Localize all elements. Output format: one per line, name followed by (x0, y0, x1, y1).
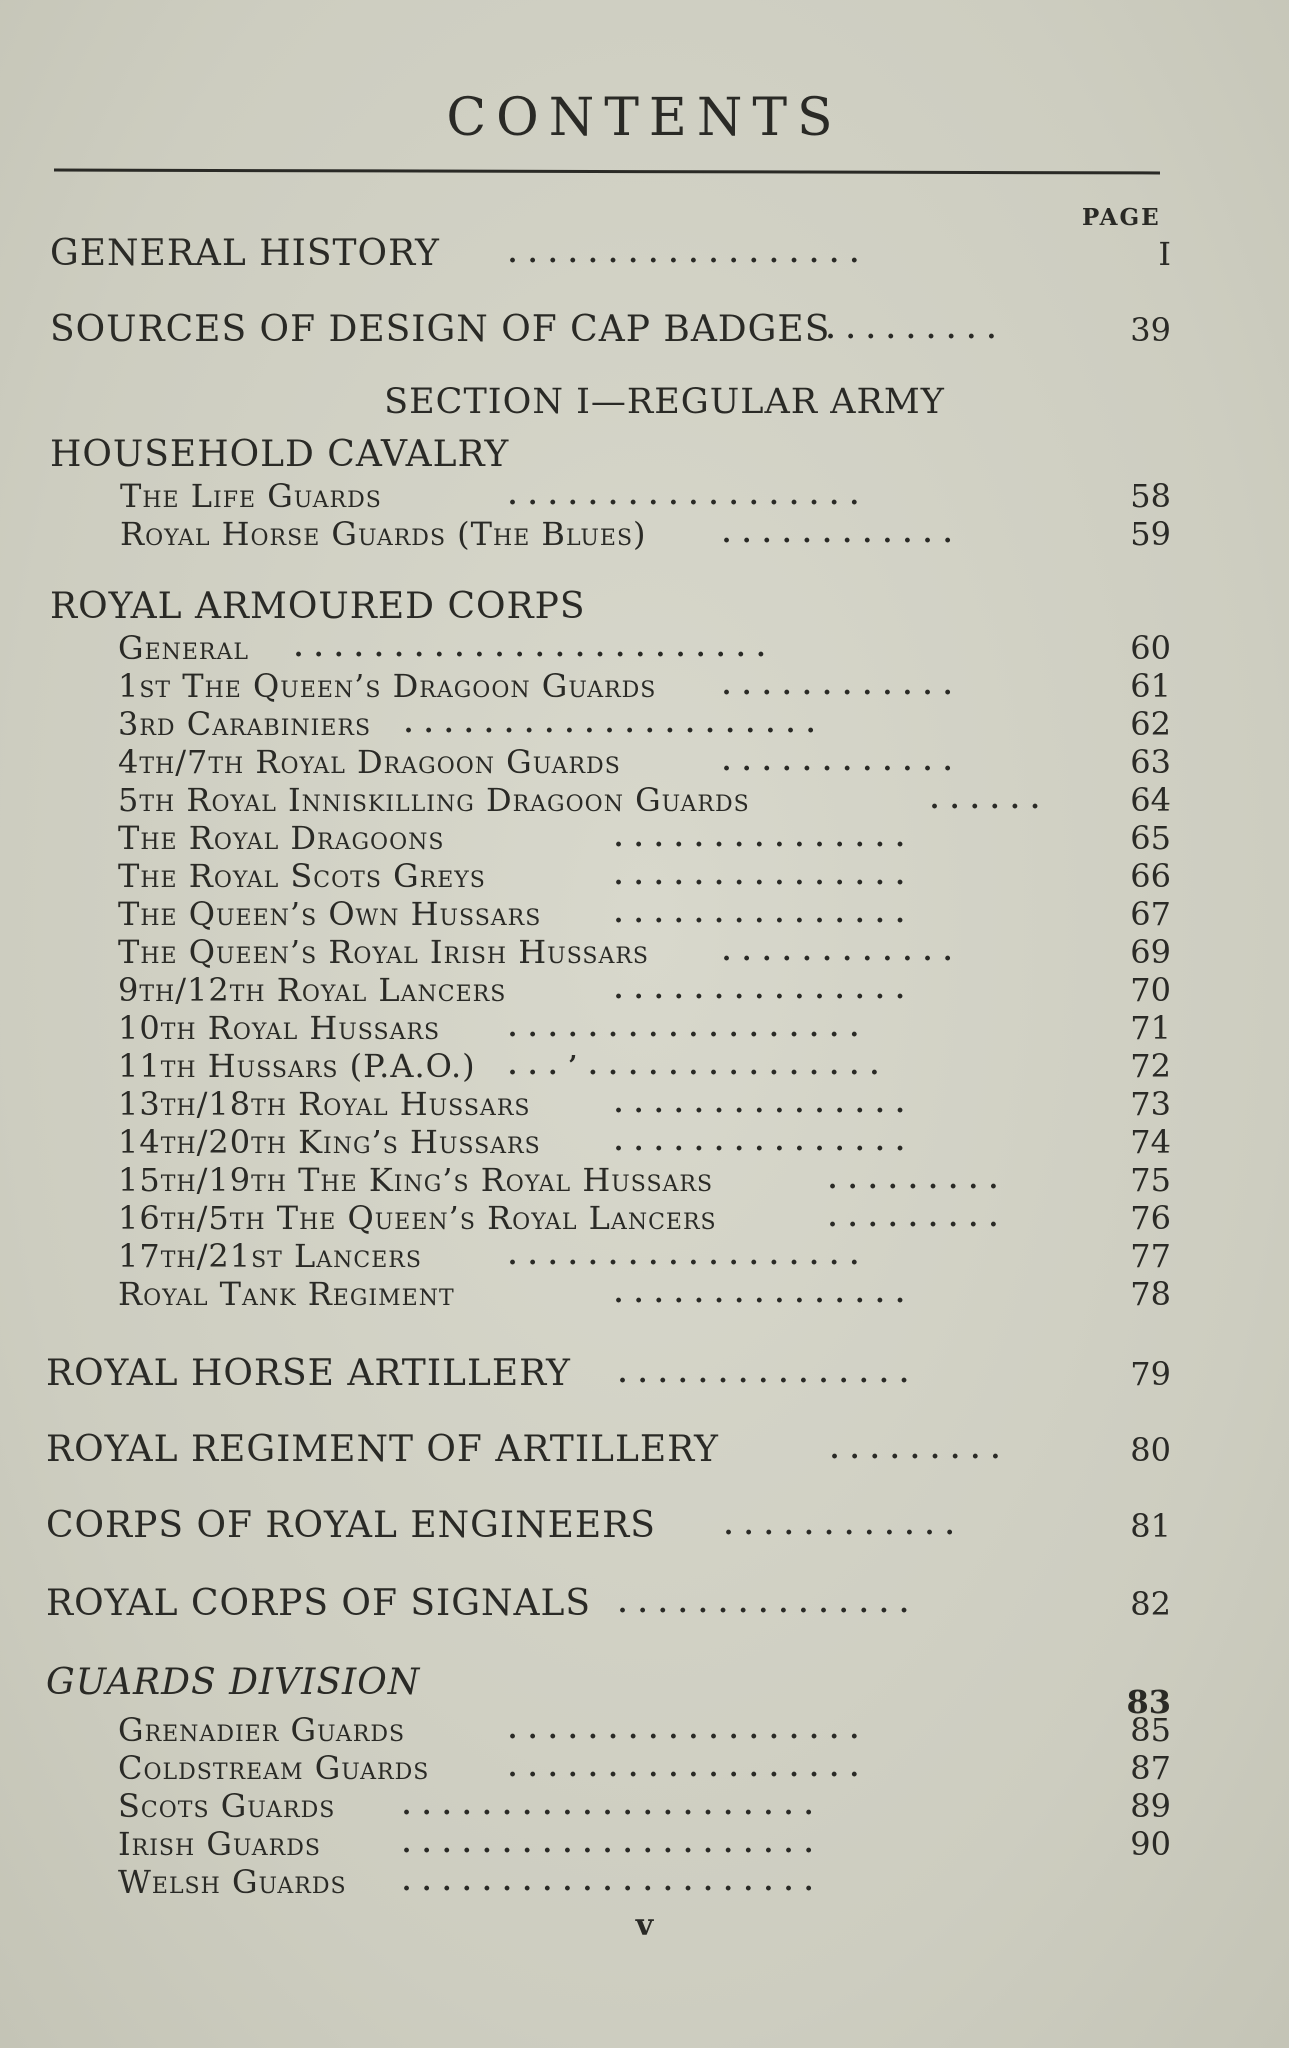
entry-label: 13th/18th Royal Hussars (118, 1085, 531, 1123)
entry-page: 63 (1130, 743, 1171, 781)
entry-label: The Queen’s Royal Irish Hussars (118, 933, 649, 971)
entry-page: 60 (1130, 629, 1171, 667)
entry-label: 11th Hussars (P.A.O.) (118, 1047, 476, 1085)
entry-label: 4th/7th Royal Dragoon Guards (118, 743, 621, 781)
leader-dots: . . . . . . . . . . . . . . . (618, 1589, 910, 1619)
leader-dots: . . . . . . . . . . . . . . . (618, 1359, 910, 1389)
entry-page: 87 (1130, 1749, 1171, 1787)
leader-dots: . . . . . . . . . . . . . . . (614, 1127, 906, 1157)
leader-dots: . . . ’ . . . . . . . . . . . . . . . (508, 1051, 880, 1081)
toc-entry-sources-of-design[interactable] (0, 308, 1289, 352)
entry-page: 90 (1130, 1825, 1171, 1863)
leader-dots: . . . . . . . . . (828, 1203, 999, 1233)
entry-label: 3rd Carabiniers (118, 705, 372, 743)
entry-page: 74 (1130, 1123, 1171, 1161)
leader-dots: . . . . . . . . . . . . . . . (614, 1279, 906, 1309)
entry-label: The Life Guards (120, 477, 382, 515)
toc-entry-royal-corps-of-signals[interactable] (0, 1582, 1289, 1626)
entry-page: 73 (1130, 1085, 1171, 1123)
leader-dots: . . . . . . (930, 785, 1041, 815)
entry-page: 71 (1130, 1009, 1171, 1047)
entry-label: The Queen’s Own Hussars (118, 895, 542, 933)
leader-dots: . . . . . . . . . . . . . . . . . . (508, 239, 860, 269)
leader-dots: . . . . . . . . . . . . . . . . . . . . . (402, 1791, 815, 1821)
section-title: SECTION I—REGULAR ARMY (384, 382, 945, 422)
entry-page: 66 (1130, 857, 1171, 895)
entry-page: 85 (1130, 1711, 1171, 1749)
entry-label: ROYAL REGIMENT OF ARTILLERY (46, 1429, 719, 1470)
group-heading-guards-division: GUARDS DIVISION (46, 1662, 421, 1703)
entry-page: 58 (1130, 477, 1171, 515)
leader-dots: . . . . . . . . . . . . . . . . . . (508, 1753, 860, 1783)
entry-label: CORPS OF ROYAL ENGINEERS (46, 1505, 656, 1546)
leader-dots: . . . . . . . . . . . . (722, 937, 954, 967)
entry-page: 39 (1130, 311, 1171, 349)
entry-page: 67 (1130, 895, 1171, 933)
leader-dots: . . . . . . . . . . . . . . . . . . . . . (402, 1867, 815, 1897)
entry-label: GENERAL HISTORY (50, 233, 440, 274)
toc-entry-royal-horse-artillery[interactable] (0, 1352, 1289, 1396)
entry-label: Irish Guards (118, 1825, 321, 1863)
leader-dots: . . . . . . . . . . . . . . . . . . (508, 1715, 860, 1745)
leader-dots: . . . . . . . . . (828, 1165, 999, 1195)
page-title: CONTENTS (446, 88, 843, 148)
leader-dots: . . . . . . . . . . . . (722, 519, 954, 549)
entry-label: Coldstream Guards (118, 1749, 430, 1787)
entry-label: 10th Royal Hussars (118, 1009, 441, 1047)
entry-page: 78 (1130, 1275, 1171, 1313)
title-rule (54, 169, 1160, 175)
group-heading-royal-armoured-corps: ROYAL ARMOURED CORPS (50, 586, 586, 627)
leader-dots: . . . . . . . . . . . . . . . . . . . . . . . . (294, 633, 767, 663)
entry-label: The Royal Scots Greys (118, 857, 486, 895)
leader-dots: . . . . . . . . . . . . . . . . . . . . . (404, 709, 817, 739)
entry-page: 75 (1130, 1161, 1171, 1199)
entry-page: 82 (1130, 1585, 1171, 1623)
entry-label: 14th/20th King’s Hussars (118, 1123, 541, 1161)
entry-page: 65 (1130, 819, 1171, 857)
entry-page: 76 (1130, 1199, 1171, 1237)
entry-page: 80 (1130, 1431, 1171, 1469)
entry-label: Royal Horse Guards (The Blues) (120, 515, 647, 553)
toc-entry[interactable] (0, 1272, 1289, 1316)
leader-dots: . . . . . . . . . (830, 1435, 1001, 1465)
entry-label: SOURCES OF DESIGN OF CAP BADGES (50, 309, 831, 350)
entry-label: Welsh Guards (118, 1863, 347, 1901)
entry-label: Grenadier Guards (118, 1711, 406, 1749)
leader-dots: . . . . . . . . . . . . . . . . . . . . . (402, 1829, 815, 1859)
entry-page: 59 (1130, 515, 1171, 553)
entry-page: 62 (1130, 705, 1171, 743)
entry-page: 81 (1130, 1507, 1171, 1545)
leader-dots: . . . . . . . . . . . . (724, 1511, 956, 1541)
entry-page: 79 (1130, 1355, 1171, 1393)
entry-label: Royal Tank Regiment (118, 1275, 455, 1313)
entry-label: 16th/5th The Queen’s Royal Lancers (118, 1199, 717, 1237)
entry-page: 89 (1130, 1787, 1171, 1825)
page-folio: v (635, 1908, 654, 1943)
toc-entry-general-history[interactable] (0, 232, 1289, 276)
entry-label: 17th/21st Lancers (118, 1237, 422, 1275)
leader-dots: . . . . . . . . . (826, 315, 997, 345)
page-column-header: PAGE (1082, 204, 1161, 231)
entry-page: 83 (1126, 1683, 1171, 1721)
entry-label: 1st The Queen’s Dragoon Guards (118, 667, 657, 705)
entry-page: 69 (1130, 933, 1171, 971)
toc-entry-corps-of-royal-engineers[interactable] (0, 1504, 1289, 1548)
leader-dots: . . . . . . . . . . . . . . . . . . (508, 1241, 860, 1271)
leader-dots: . . . . . . . . . . . . . . . (614, 975, 906, 1005)
entry-label: ROYAL HORSE ARTILLERY (46, 1353, 571, 1394)
entry-page: 70 (1130, 971, 1171, 1009)
leader-dots: . . . . . . . . . . . . . . . (614, 861, 906, 891)
toc-entry-royal-regiment-of-artillery[interactable] (0, 1428, 1289, 1472)
toc-entry[interactable] (0, 1860, 1289, 1904)
leader-dots: . . . . . . . . . . . . (722, 671, 954, 701)
leader-dots: . . . . . . . . . . . . . . . . . . (508, 481, 860, 511)
entry-label: ROYAL CORPS OF SIGNALS (46, 1583, 592, 1624)
group-heading-household-cavalry: HOUSEHOLD CAVALRY (50, 434, 510, 475)
entry-page: I (1158, 235, 1171, 273)
entry-label: 5th Royal Inniskilling Dragoon Guards (118, 781, 750, 819)
entry-page: 77 (1130, 1237, 1171, 1275)
toc-entry[interactable] (0, 512, 1289, 556)
leader-dots: . . . . . . . . . . . . . . . (614, 1089, 906, 1119)
entry-page: 72 (1130, 1047, 1171, 1085)
leader-dots: . . . . . . . . . . . . . . . . . . (508, 1013, 860, 1043)
entry-label: Scots Guards (118, 1787, 336, 1825)
entry-label: General (118, 629, 249, 667)
leader-dots: . . . . . . . . . . . . . . . (614, 899, 906, 929)
entry-page: 64 (1130, 781, 1171, 819)
entry-page: 61 (1130, 667, 1171, 705)
leader-dots: . . . . . . . . . . . . (722, 747, 954, 777)
entry-label: The Royal Dragoons (118, 819, 445, 857)
entry-label: 9th/12th Royal Lancers (118, 971, 507, 1009)
leader-dots: . . . . . . . . . . . . . . . (614, 823, 906, 853)
entry-label: 15th/19th The King’s Royal Hussars (118, 1161, 714, 1199)
